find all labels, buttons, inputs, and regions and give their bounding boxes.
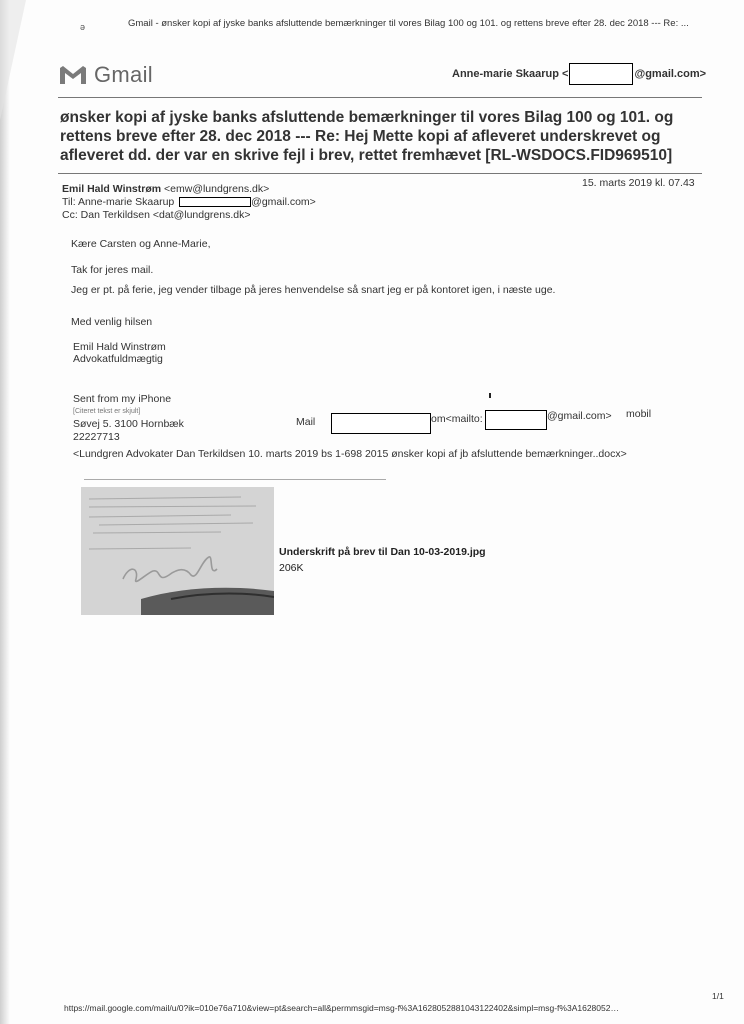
print-header-title: Gmail - ønsker kopi af jyske banks afsluttende bemærkninger til vores Bilag 100 og 101. og rettens breve efter 28. dec 2018 --- Re: ... <box>128 18 689 29</box>
account-email-suffix: @gmail.com> <box>634 67 707 80</box>
mobil-label: mobil <box>626 408 652 420</box>
gmail-logo[interactable] <box>58 62 153 88</box>
redaction-box <box>485 410 547 430</box>
redaction-box <box>569 63 633 85</box>
attachment-size: 206K <box>279 562 304 574</box>
speck <box>489 393 491 398</box>
address-line: Søvej 5. 3100 Hornbæk <box>73 418 184 430</box>
body-closing: Med venlig hilsen <box>71 316 153 328</box>
account-info <box>452 63 706 85</box>
cc-line: Cc: Dan Terkildsen <dat@lundgrens.dk> <box>62 209 251 221</box>
subject-line: afleveret dd. der var en skrive fejl i brev, rettet fremhævet [RL-WSDOCS.FID969510] <box>60 147 673 164</box>
scan-shadow <box>0 0 10 1024</box>
message-subject <box>60 108 700 165</box>
sender-email: <emw@lundgrens.dk> <box>164 183 270 195</box>
signature-title: Advokatfuldmægtig <box>73 353 163 365</box>
redaction-box <box>331 413 431 434</box>
redaction-box <box>179 197 251 207</box>
mail-mid: om<mailto: <box>431 413 483 425</box>
phone-line: 22227713 <box>73 431 120 443</box>
subject-line: rettens breve efter 28. dec 2018 --- Re: Hej Mette kopi af afleveret underskrevet og <box>60 128 661 145</box>
subject-divider <box>58 173 702 174</box>
signature-scan-image <box>81 487 274 615</box>
footer-url: https://mail.google.com/mail/u/0?ik=010e76a710&view=pt&search=all&permmsgid=msg-f%3A1628052881043122402&simpl=msg-f%3A1628052… <box>64 1003 619 1013</box>
body-greeting: Kære Carsten og Anne-Marie, <box>71 238 211 250</box>
print-header-mark: ə <box>80 22 86 32</box>
body-paragraph: Jeg er pt. på ferie, jeg vender tilbage på jeres henvendelse så snart jeg er på kontoret igen, i næste uge. <box>71 284 556 296</box>
message-date: 15. marts 2019 kl. 07.43 <box>582 177 695 189</box>
sender-name: Emil Hald Winstrøm <box>62 183 162 195</box>
mail-suffix: @gmail.com> <box>547 410 612 422</box>
attachment-divider <box>84 479 386 480</box>
to-label: Til: Anne-marie Skaarup <box>62 196 175 208</box>
scan-folded-corner <box>0 0 26 120</box>
sender-line <box>62 183 269 195</box>
quoted-text-toggle[interactable]: [Citeret tekst er skjult] <box>73 408 141 415</box>
signature-name: Emil Hald Winstrøm <box>73 341 166 353</box>
mail-label: Mail <box>296 416 316 428</box>
to-email-suffix: @gmail.com> <box>251 196 316 208</box>
sent-from: Sent from my iPhone <box>73 393 172 405</box>
header-divider <box>58 97 702 98</box>
gmail-logo-text: Gmail <box>94 62 153 87</box>
attachment-reference: <Lundgren Advokater Dan Terkildsen 10. marts 2019 bs 1-698 2015 ønsker kopi af jb afsluttende bemærkninger..docx> <box>73 448 627 460</box>
body-thanks: Tak for jeres mail. <box>71 264 154 276</box>
attachment-thumbnail[interactable] <box>81 487 274 615</box>
footer-page-number: 1/1 <box>712 991 724 1001</box>
subject-line: ønsker kopi af jyske banks afsluttende bemærkninger til vores Bilag 100 og 101. og <box>60 109 674 126</box>
gmail-envelope-icon <box>58 64 88 86</box>
attachment-filename[interactable]: Underskrift på brev til Dan 10-03-2019.jpg <box>279 546 486 558</box>
account-name: Anne-marie Skaarup < <box>452 67 569 80</box>
to-line <box>62 196 316 208</box>
